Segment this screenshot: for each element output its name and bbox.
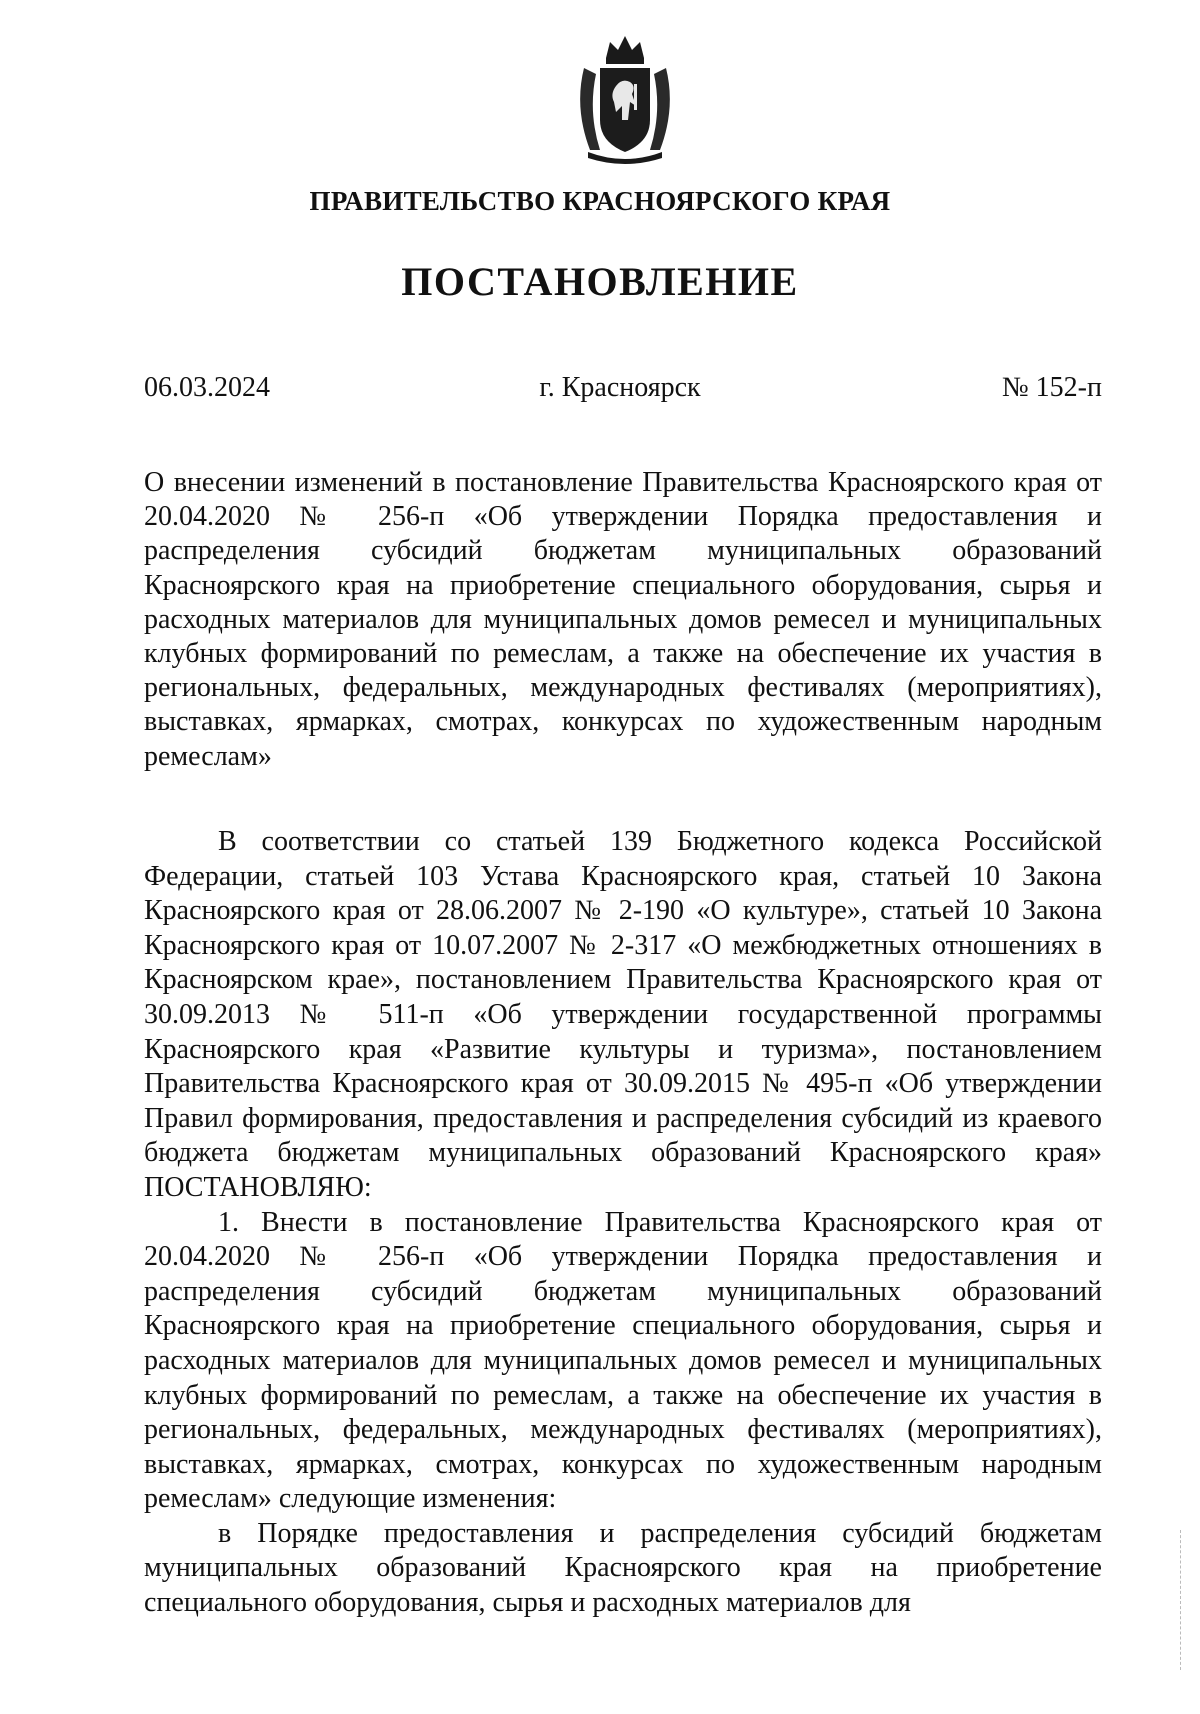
document-body [144, 825, 1102, 1621]
coat-of-arms-icon [566, 28, 684, 168]
document-number: № 152-п [1001, 372, 1102, 403]
scan-edge-mark [1180, 1530, 1183, 1670]
preamble-paragraph: В соответствии со статьей 139 Бюджетного кодекса Российской Федерации, статьей 103 Устава Красноярского края, статьей 10 Закона Красноярского края от 28.06.2007 № 2-190 «О культуре», статьей 10 Закона Красноярского края от 10.07.2007 № 2-317 «О межбюджетных отношениях в Красноярском крае», постановлением Правительства Красноярского края от 30.09.2013 № 511-п «Об утверждении государственной программы Красноярского края «Развитие культуры и туризма», постановлением Правительства Красноярского края от 30.09.2015 № 495-п «Об утверждении Правил формирования, предоставления и распределения субсидий из краевого бюджета бюджетам муниципальных образований Красноярского края» ПОСТАНОВЛЯЮ: [144, 826, 1102, 1203]
document-date: 06.03.2024 [144, 372, 270, 403]
item-1-paragraph: 1. Внести в постановление Правительства Красноярского края от 20.04.2020 № 256-п «Об утверждении Порядка предоставления и распределения субсидий бюджетам муниципальных образований Красноярского края на приобретение специального оборудования, сырья и расходных материалов для муниципальных домов ремесел и муниципальных клубных формирований по ремеслам, а также на обеспечение их участия в региональных, федеральных, международных фестивалях (мероприятиях), выставках, ярмарках, смотрах, конкурсах по художественным народным ремеслам» следующие изменения: [144, 1206, 1102, 1515]
document-type-heading: ПОСТАНОВЛЕНИЕ [401, 259, 799, 304]
document-city: г. Красноярск [539, 372, 701, 403]
organization-heading: ПРАВИТЕЛЬСТВО КРАСНОЯРСКОГО КРАЯ [309, 186, 891, 216]
document-title: О внесении изменений в постановление Правительства Красноярского края от 20.04.2020 № 256-п «Об утверждении Порядка предоставления и распределения субсидий бюджетам муниципальных образований Красноярского края на приобретение специального оборудования, сырья и расходных материалов для муниципальных домов ремесел и муниципальных клубных формирований по ремеслам, а также на обеспечение их участия в региональных, федеральных, международных фестивалях (мероприятиях), выставках, ярмарках, смотрах, конкурсах по художественным народным ремеслам» [144, 467, 1102, 772]
item-1-sub-paragraph: в Порядке предоставления и распределения субсидий бюджетам муниципальных образований Красноярского края на приобретение специального оборудования, сырья и расходных материалов для [144, 1517, 1102, 1619]
